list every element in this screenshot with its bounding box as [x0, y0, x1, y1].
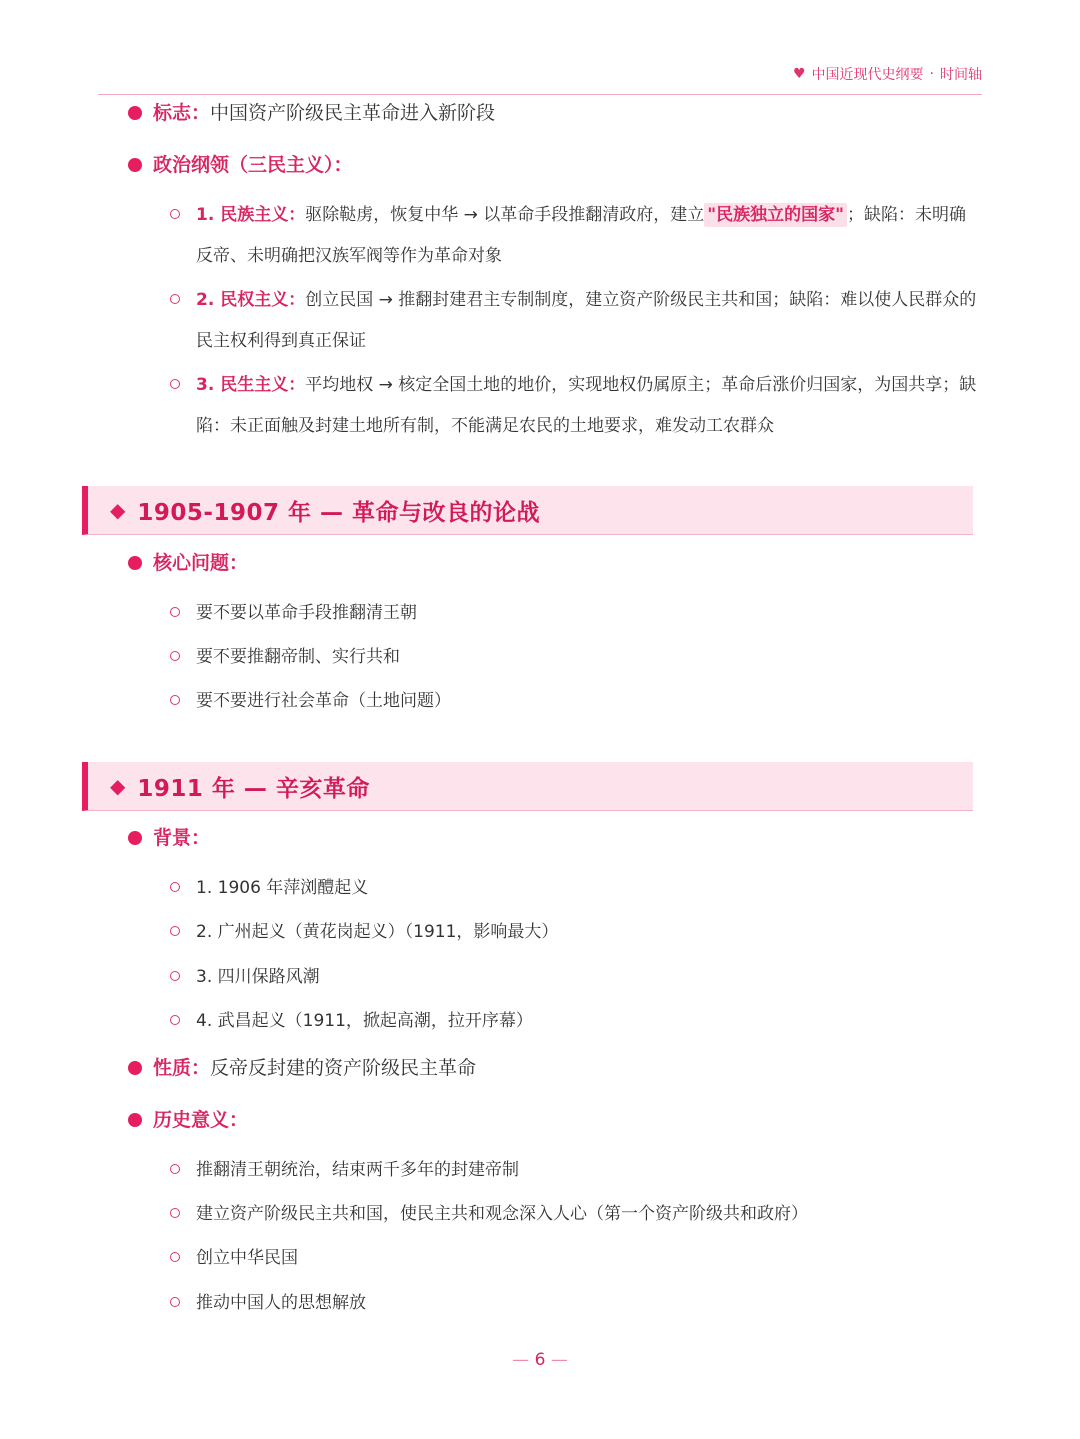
list-item: 4. 武昌起义（1911，掀起高潮，拉开序幕）: [170, 1001, 978, 1042]
list-item: 3. 四川保路风潮: [170, 957, 978, 998]
bullet-text: 反帝反封建的资产阶级民主革命: [210, 1057, 477, 1079]
list-item: 要不要以革命手段推翻清王朝: [170, 593, 978, 634]
ring-bullet-icon: [170, 882, 180, 892]
ring-bullet-icon: [170, 971, 180, 981]
ring-bullet-icon: [170, 294, 180, 304]
header-subtitle: 时间轴: [940, 67, 982, 83]
ring-bullet-icon: [170, 695, 180, 705]
ring-bullet-icon: [170, 1208, 180, 1218]
list-item: 1. 1906 年萍浏醴起义: [170, 868, 978, 909]
ring-bullet-icon: [170, 1164, 180, 1174]
page-number-dash-right: —: [550, 1350, 568, 1370]
section-heading-1911: [82, 762, 973, 811]
ring-bullet-icon: [170, 1297, 180, 1307]
program-item-nationalism: [170, 195, 978, 277]
program-item-text: 1. 民族主义：驱除鞑虏，恢复中华 → 以革命手段推翻清政府，建立 "民族独立的国家" ；缺陷：未明确反帝、未明确把汉族军阀等作为革命对象: [196, 205, 966, 266]
ring-bullet-icon: [170, 926, 180, 936]
list-item: 建立资产阶级民主共和国，使民主共和观念深入人心（第一个资产阶级共和政府）: [170, 1194, 978, 1235]
bullet-program: [128, 152, 353, 178]
bullet-label: 核心问题：: [153, 552, 249, 574]
bullet-label: 标志：: [153, 102, 211, 124]
ring-bullet-icon: [170, 607, 180, 617]
ring-bullet-icon: [170, 651, 180, 661]
ring-bullet-icon: [170, 379, 180, 389]
bullet-dot-icon: [128, 556, 142, 570]
ring-bullet-icon: [170, 209, 180, 219]
page-header: [793, 64, 982, 84]
bullet-label: 政治纲领（三民主义）：: [153, 154, 353, 176]
bullet-label: 性质：: [153, 1057, 211, 1079]
program-item-livelihood: [170, 365, 978, 447]
bullet-core-issues: [128, 550, 248, 576]
header-divider: [98, 94, 982, 95]
list-item: 2. 广州起义（黄花岗起义）（1911，影响最大）: [170, 912, 978, 953]
bullet-dot-icon: [128, 158, 142, 172]
section-heading-1905: [82, 486, 973, 535]
bullet-dot-icon: [128, 1113, 142, 1127]
bullet-sign: [128, 100, 495, 126]
list-item: 创立中华民国: [170, 1238, 978, 1279]
header-title: 中国近现代史纲要: [811, 67, 924, 83]
program-item-text: 2. 民权主义：创立民国 → 推翻封建君主专制制度，建立资产阶级民主共和国；缺陷：难以使人民群众的民主权利得到真正保证: [196, 290, 977, 351]
heart-icon: ♥: [792, 66, 806, 82]
section-title: 1911 年 — 辛亥革命: [137, 775, 370, 802]
section-title: 1905-1907 年 — 革命与改良的论战: [137, 499, 540, 526]
bullet-label: 背景：: [153, 827, 211, 849]
bullet-dot-icon: [128, 1061, 142, 1075]
bullet-text: 中国资产阶级民主革命进入新阶段: [210, 102, 496, 124]
ring-bullet-icon: [170, 1015, 180, 1025]
list-item: 要不要推翻帝制、实行共和: [170, 637, 978, 678]
list-item: 要不要进行社会革命（土地问题）: [170, 681, 978, 722]
bullet-significance: [128, 1107, 248, 1133]
diamond-icon: ◆: [110, 498, 126, 522]
bullet-dot-icon: [128, 831, 142, 845]
list-item: 推翻清王朝统治，结束两千多年的封建帝制: [170, 1150, 978, 1191]
page-number-dash-left: —: [512, 1350, 530, 1370]
header-separator: ·: [929, 66, 934, 82]
bullet-dot-icon: [128, 106, 142, 120]
bullet-background: [128, 825, 210, 851]
list-item: 推动中国人的思想解放: [170, 1283, 978, 1324]
diamond-icon: ◆: [110, 774, 126, 798]
program-item-text: 3. 民生主义：平均地权 → 核定全国土地的地价，实现地权仍属原主；革命后涨价归国家，为国共享；缺陷：未正面触及封建土地所有制，不能满足农民的土地要求，难发动工农群众: [196, 375, 977, 436]
highlight-term: "民族独立的国家": [704, 203, 847, 227]
ring-bullet-icon: [170, 1252, 180, 1262]
bullet-nature: [128, 1055, 476, 1081]
page-number: [0, 1350, 1080, 1370]
bullet-label: 历史意义：: [153, 1109, 249, 1131]
page-number-value: 6: [534, 1350, 546, 1370]
program-item-democracy: [170, 280, 978, 362]
